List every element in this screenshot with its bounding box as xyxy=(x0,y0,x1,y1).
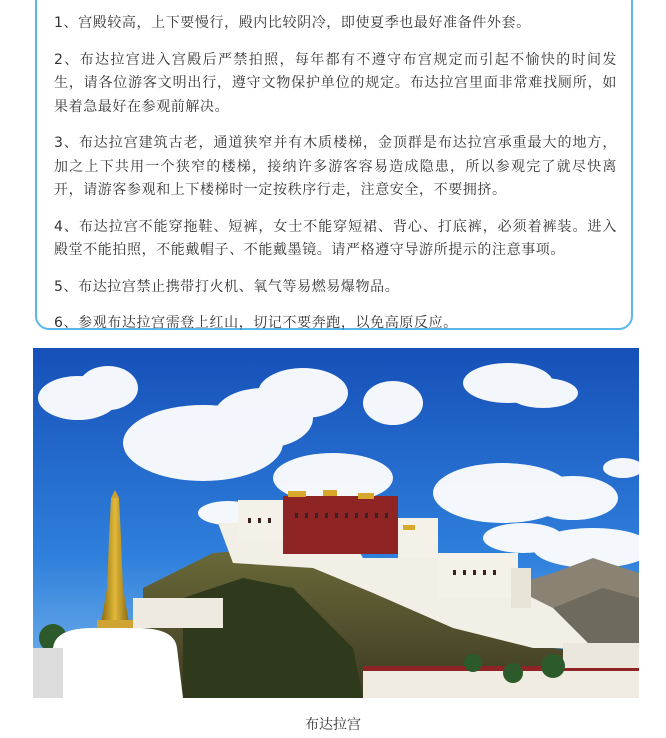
tip-2: 2、布达拉宫进入宫殿后严禁拍照，每年都有不遵守布宫规定而引起不愉快的时间发生，请各位游客文明出行，遵守文物保护单位的规定。布达拉宫里面非常难找厕所，如果着急最好在参观前解决。 xyxy=(54,51,617,115)
tip-1: 1、宫殿较高，上下要慢行，殿内比较阴冷，即使夏季也最好准备件外套。 xyxy=(54,15,531,31)
tip-4: 4、布达拉宫不能穿拖鞋、短裤，女士不能穿短裙、背心、打底裤，必须着裤装。进入殿堂不能拍照，不能戴帽子、不能戴墨镜。请严格遵守导游所提示的注意事项。 xyxy=(54,218,617,258)
tip-5: 5、布达拉宫禁止携带打火机、氧气等易燃易爆物品。 xyxy=(54,278,400,295)
photo-caption: 布达拉宫 xyxy=(305,717,361,733)
tip-6: 6、参观布达拉宫需登上红山，切记不要奔跑，以免高原反应。 xyxy=(54,315,458,331)
visitor-notice-box xyxy=(35,0,633,330)
tip-3: 3、布达拉宫建筑古老，通道狭窄并有木质楼梯，金顶群是布达拉宫承重最大的地方，加之上下共用一个狭窄的楼梯，接纳许多游客容易造成隐患，所以参观完了就尽快离开，请游客参观和上下楼梯时一定按秩序行走，注意安全，不要拥挤。 xyxy=(54,135,617,198)
potala-palace-photo xyxy=(33,348,639,698)
